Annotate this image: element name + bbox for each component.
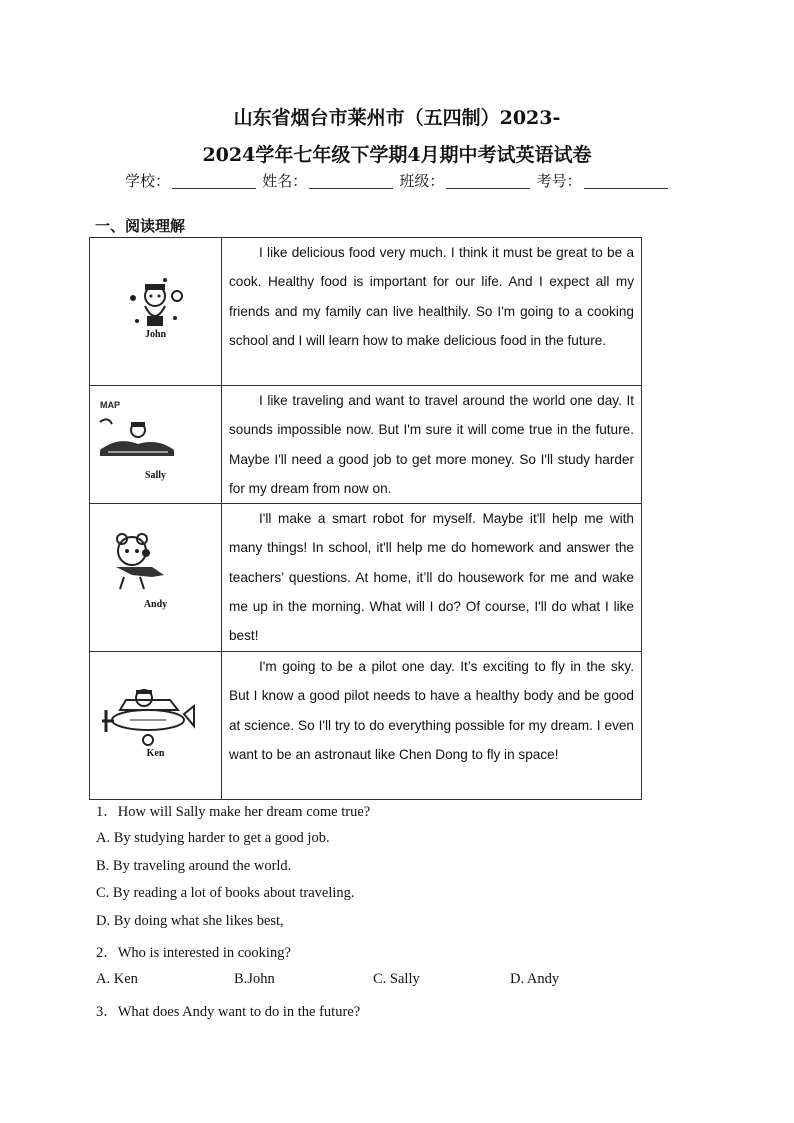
- name-label: 姓名：: [262, 173, 308, 190]
- passage-row-sally: [90, 386, 642, 504]
- passage-row-ken: [90, 652, 642, 800]
- school-label: 学校：: [125, 173, 171, 190]
- q2-option-b[interactable]: B.John: [234, 971, 275, 987]
- exam-number-label: 考号：: [536, 173, 582, 190]
- question-2: 2．Who is interested in cooking?: [96, 945, 291, 961]
- chef-illustration-icon: [125, 276, 185, 336]
- andy-name-label: Andy: [143, 599, 168, 611]
- sally-passage-text: I like traveling and want to travel around the world one day. It sounds impossible now. But I'm sure it will come true in the future. Maybe I'll need a good job to get more money. So I'll study harder for my dream from now on.: [222, 386, 642, 504]
- ken-picture-cell: [90, 652, 222, 800]
- student-info-line: [125, 170, 670, 191]
- q2-option-c[interactable]: C. Sally: [373, 971, 420, 987]
- andy-passage-text: I'll make a smart robot for myself. Maybe it'll help me with many things! In school, it'll help me do homework and answer the teachers’ questions. At home, it’ll do housework for me and wake me up in the morning. What will I do? Of course, I'll do what I like best!: [222, 504, 642, 652]
- svg-text:MAP: MAP: [100, 400, 120, 410]
- q1-option-a[interactable]: A. By studying harder to get a good job.: [96, 830, 330, 846]
- john-name-label: John: [144, 329, 167, 340]
- exam-title-line2: 2024学年七年级下学期4月期中考试英语试卷: [202, 144, 592, 166]
- airplane-pilot-illustration-icon: [100, 680, 196, 748]
- q1-option-c[interactable]: C. By reading a lot of books about traveling.: [96, 885, 355, 901]
- ken-name-label: Ken: [146, 748, 165, 760]
- andy-picture-cell: [90, 504, 222, 652]
- exam-number-blank[interactable]: [584, 174, 668, 189]
- section-heading: 一、阅读理解: [95, 217, 186, 235]
- q2-option-a[interactable]: A. Ken: [96, 971, 138, 987]
- passage-row-andy: [90, 504, 642, 652]
- question-3: 3．What does Andy want to do in the future?: [96, 1004, 361, 1020]
- sally-name-label: Sally: [144, 470, 167, 481]
- john-passage-text: I like delicious food very much. I think it must be great to be a cook. Healthy food is important for our life. And I expect all my friends and my family can live healthily. So I'm going to a cooking school and I will learn how to make delicious food in the future.: [222, 238, 642, 386]
- reading-table: [89, 237, 642, 800]
- q1-option-b[interactable]: B. By traveling around the world.: [96, 858, 292, 874]
- exam-title-line1: 山东省烟台市莱州市（五四制）2023-: [233, 107, 561, 129]
- ken-passage-text: I'm going to be a pilot one day. It’s exciting to fly in the sky. But I know a good pilot needs to have a healthy body and be good at science. So I'll try to do everything possible for my dream. I even want to be an astronaut like Chen Dong to fly in space!: [222, 652, 642, 800]
- passage-row-john: [90, 238, 642, 386]
- question-1: 1．How will Sally make her dream come true?: [96, 804, 371, 820]
- name-blank[interactable]: [309, 174, 393, 189]
- q1-option-d[interactable]: D. By doing what she likes best,: [96, 913, 284, 929]
- q2-option-d[interactable]: D. Andy: [510, 971, 560, 987]
- traveler-illustration-icon: [98, 398, 178, 466]
- class-label: 班级：: [399, 173, 445, 190]
- sally-picture-cell: [90, 386, 222, 504]
- john-picture-cell: [90, 238, 222, 386]
- school-blank[interactable]: [172, 174, 256, 189]
- class-blank[interactable]: [446, 174, 530, 189]
- robot-boy-illustration-icon: [102, 529, 168, 595]
